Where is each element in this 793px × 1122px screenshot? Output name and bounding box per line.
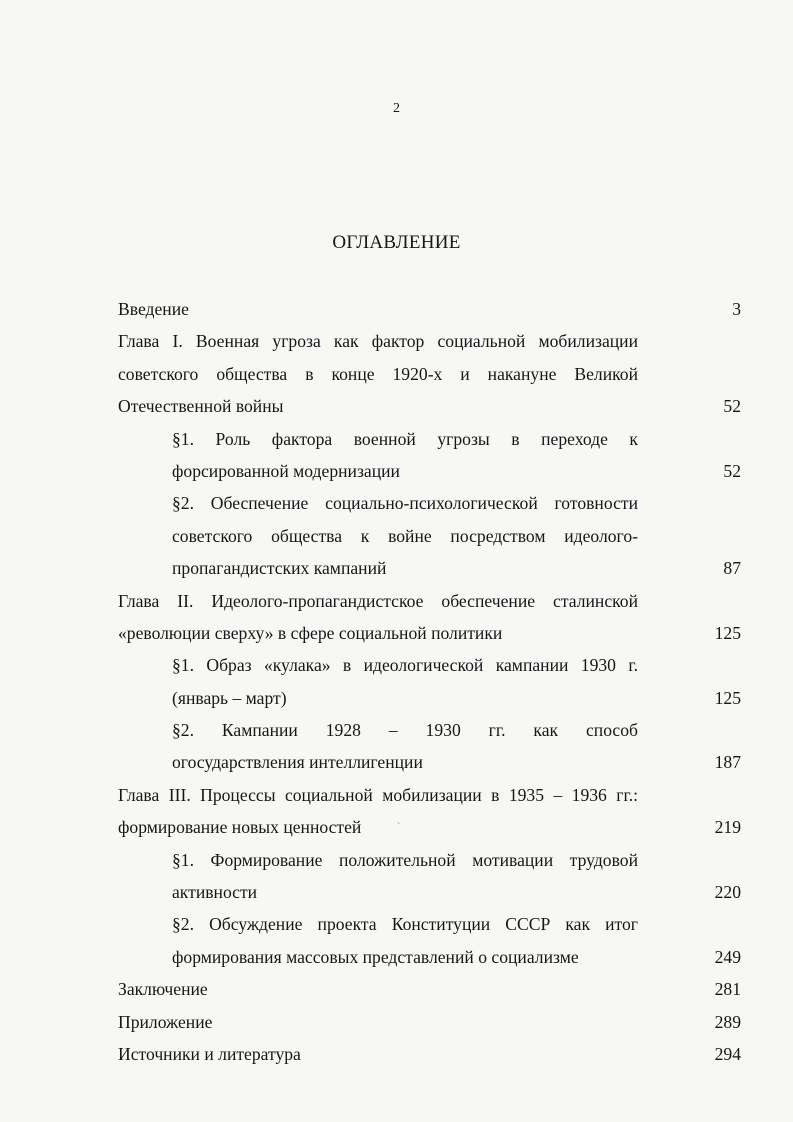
toc-line bbox=[118, 746, 741, 778]
toc-page-number: 87 bbox=[723, 558, 741, 579]
toc-line bbox=[118, 1006, 741, 1038]
toc-line bbox=[118, 552, 741, 584]
toc-page-number: 125 bbox=[714, 687, 741, 708]
toc-page-number: 187 bbox=[714, 752, 741, 773]
toc-entry-text: Заключение bbox=[118, 979, 208, 1000]
toc-entry-text: формирования массовых представлений о социализме bbox=[172, 946, 579, 967]
toc-line bbox=[118, 908, 741, 940]
toc-line bbox=[118, 455, 741, 487]
toc-entry-text: советского общества к войне посредством идеолого- bbox=[172, 525, 638, 546]
toc-entry-text: §2. Кампании 1928 – 1930 гг. как способ bbox=[172, 720, 638, 741]
toc-entry-text: советского общества в конце 1920-х и накануне Великой bbox=[118, 363, 638, 384]
toc-page-number: 219 bbox=[714, 817, 741, 838]
toc-line bbox=[118, 293, 741, 325]
toc-entry-text: Введение bbox=[118, 299, 189, 319]
toc-line bbox=[118, 1038, 741, 1070]
toc-entry-text: «революции сверху» в сфере социальной политики bbox=[118, 622, 503, 643]
table-of-contents bbox=[118, 293, 741, 1070]
toc-line bbox=[118, 844, 741, 876]
toc-entry-text: Отечественной войны bbox=[118, 396, 284, 417]
toc-line bbox=[118, 714, 741, 746]
toc-entry-text: Глава III. Процессы социальной мобилизации в 1935 – 1936 гг.: bbox=[118, 784, 638, 805]
toc-entry-text: огосударствления интеллигенции bbox=[172, 752, 423, 773]
toc-page-number: 3 bbox=[732, 299, 741, 319]
toc-entry-text: пропагандистских кампаний bbox=[172, 558, 387, 579]
toc-line bbox=[118, 423, 741, 455]
toc-page-number: 249 bbox=[714, 946, 741, 967]
toc-line bbox=[118, 325, 741, 357]
toc-line bbox=[118, 617, 741, 649]
toc-entry-text: активности bbox=[172, 882, 258, 903]
toc-page-number: 52 bbox=[723, 460, 741, 481]
toc-page-number: 125 bbox=[714, 622, 741, 643]
toc-entry-text: §2. Обеспечение социально-психологической готовности bbox=[172, 493, 638, 514]
toc-entry-text: формирование новых ценностей bbox=[118, 817, 362, 838]
toc-page-number: 294 bbox=[714, 1043, 741, 1064]
toc-entry-text: Глава II. Идеолого-пропагандистское обеспечение сталинской bbox=[118, 590, 638, 611]
toc-entry-text: Глава I. Военная угроза как фактор социальной мобилизации bbox=[118, 331, 638, 352]
toc-entry-text: §1. Формирование положительной мотивации трудовой bbox=[172, 849, 638, 870]
toc-entry-text: Приложение bbox=[118, 1011, 213, 1032]
toc-line bbox=[118, 779, 741, 811]
toc-title: ОГЛАВЛЕНИЕ bbox=[332, 232, 461, 253]
toc-line bbox=[118, 358, 741, 390]
scan-speck: ` bbox=[397, 822, 401, 833]
toc-line bbox=[118, 390, 741, 422]
toc-line bbox=[118, 649, 741, 681]
toc-page-number: 289 bbox=[714, 1011, 741, 1032]
toc-line bbox=[118, 585, 741, 617]
toc-page-number: 52 bbox=[723, 396, 741, 417]
toc-line bbox=[118, 941, 741, 973]
toc-line bbox=[118, 876, 741, 908]
toc-entry-text: Источники и литература bbox=[118, 1043, 301, 1064]
toc-page-number: 281 bbox=[714, 979, 741, 1000]
toc-line bbox=[118, 520, 741, 552]
toc-line bbox=[118, 973, 741, 1005]
toc-entry-text: форсированной модернизации bbox=[172, 460, 400, 481]
toc-line bbox=[118, 682, 741, 714]
toc-entry-text: §1. Образ «кулака» в идеологической кампании 1930 г. bbox=[172, 655, 638, 676]
toc-page-number: 220 bbox=[714, 882, 741, 903]
toc-line bbox=[118, 811, 741, 843]
toc-entry-text: §1. Роль фактора военной угрозы в переходе к bbox=[172, 428, 638, 449]
toc-entry-text: §2. Обсуждение проекта Конституции СССР как итог bbox=[172, 914, 638, 935]
page-number: 2 bbox=[393, 101, 400, 116]
toc-entry-text: (январь – март) bbox=[172, 687, 287, 708]
toc-line bbox=[118, 487, 741, 519]
